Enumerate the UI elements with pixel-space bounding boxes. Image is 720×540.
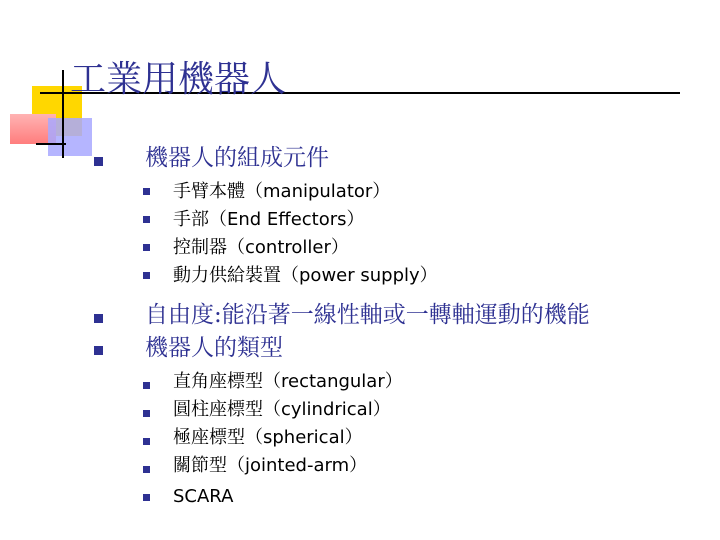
bullet-icon (94, 346, 103, 355)
bullet-icon (143, 216, 150, 223)
bullet-icon (143, 382, 150, 389)
sub-item: 圓柱座標型（cylindrical） (173, 399, 391, 420)
item-label: 自由度:能沿著一線性軸或一轉軸運動的機能 (145, 302, 590, 328)
slide-title: 工業用機器人 (70, 59, 287, 100)
bullet-icon (143, 272, 150, 279)
sub-item: 手部（End Effectors） (173, 209, 365, 230)
bullet-icon (143, 438, 150, 445)
item-label: 機器人的類型 (145, 335, 283, 361)
horizontal-tick (36, 143, 66, 145)
blue-square (48, 118, 92, 156)
bullet-icon (143, 410, 150, 417)
bullet-icon (94, 157, 103, 166)
bullet-icon (143, 188, 150, 195)
sub-item: 動力供給裝置（power supply） (173, 265, 438, 286)
bullet-icon (143, 244, 150, 251)
bullet-icon (94, 314, 103, 323)
sub-item: 直角座標型（rectangular） (173, 371, 403, 392)
sub-item: 極座標型（spherical） (173, 427, 363, 448)
item-label: 機器人的組成元件 (145, 145, 329, 171)
sub-item: 手臂本體（manipulator） (173, 181, 391, 202)
bullet-icon (143, 494, 150, 501)
bullet-icon (143, 466, 150, 473)
sub-item: SCARA (173, 486, 234, 507)
sub-item: 關節型（jointed-arm） (173, 455, 368, 476)
sub-item: 控制器（controller） (173, 237, 349, 258)
